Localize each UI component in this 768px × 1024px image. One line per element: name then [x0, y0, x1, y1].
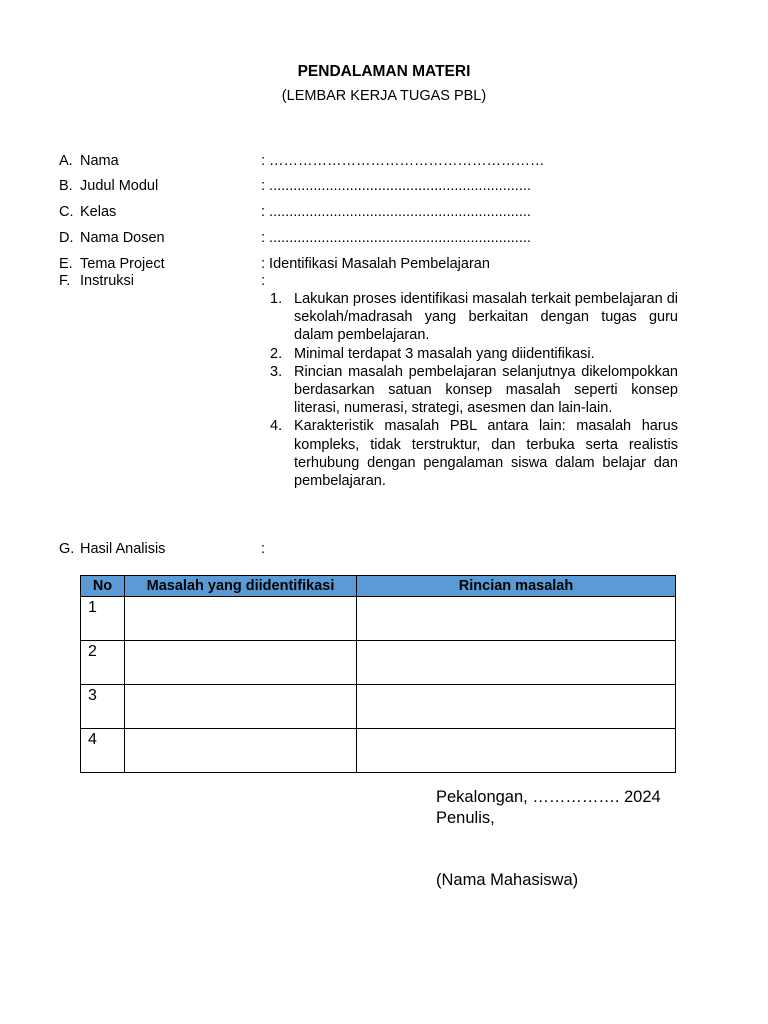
instruction-text: Karakteristik masalah PBL antara lain: masalah harus kompleks, tidak terstruktur, dan terbuka serta realistis terhubung dengan pengalaman siswa dalam belajar dan pembelajaran.: [294, 418, 678, 490]
field-letter: F.: [59, 273, 71, 289]
field-value: : .................................................................: [261, 178, 531, 194]
header-masalah: Masalah yang diidentifikasi: [125, 576, 357, 597]
signature-place-date: Pekalongan, ……………. 2024: [436, 788, 661, 806]
field-value: :: [261, 541, 266, 557]
analysis-table: [80, 575, 676, 773]
table-row: [81, 597, 676, 641]
field-letter: C.: [59, 204, 74, 220]
field-letter: D.: [59, 230, 74, 246]
instruction-item: [270, 363, 678, 418]
cell-masalah[interactable]: [125, 597, 357, 641]
instruction-item: [270, 290, 678, 345]
page-subtitle: (LEMBAR KERJA TUGAS PBL): [281, 88, 487, 104]
field-label: Tema Project: [80, 256, 165, 272]
signature-role: Penulis,: [436, 809, 495, 827]
field-letter: A.: [59, 153, 73, 169]
cell-masalah[interactable]: [125, 641, 357, 685]
signature-name: (Nama Mahasiswa): [436, 871, 579, 889]
field-value: :: [261, 273, 266, 289]
cell-no: 3: [81, 685, 125, 729]
instruction-number: 2.: [270, 345, 283, 362]
header-rincian: Rincian masalah: [357, 576, 676, 597]
instruction-number: 1.: [270, 291, 283, 307]
field-label: Hasil Analisis: [80, 541, 166, 557]
field-letter: E.: [59, 256, 73, 272]
cell-no: 1: [81, 597, 125, 641]
instruction-text: Minimal terdapat 3 masalah yang diidentifikasi.: [294, 345, 595, 362]
instruction-text: Rincian masalah pembelajaran selanjutnya dikelompokkan berdasarkan satuan konsep masalah seperti konsep literasi, numerasi, strategi, asesmen dan lain-lain.: [294, 363, 678, 417]
field-value: : .................................................................: [261, 204, 531, 220]
cell-rincian[interactable]: [357, 685, 676, 729]
cell-rincian[interactable]: [357, 641, 676, 685]
table-row: [81, 641, 676, 685]
table-row: [81, 685, 676, 729]
header-no: No: [81, 576, 125, 597]
cell-no: 4: [81, 729, 125, 773]
cell-masalah[interactable]: [125, 685, 357, 729]
table-row: [81, 729, 676, 773]
cell-rincian[interactable]: [357, 729, 676, 773]
field-label: Judul Modul: [80, 178, 159, 194]
table-header-row: [81, 576, 676, 597]
instruction-text: Lakukan proses identifikasi masalah terkait pembelajaran di sekolah/madrasah yang berkaitan dengan tugas guru dalam pembelajaran.: [294, 291, 678, 344]
field-letter: G.: [59, 541, 75, 557]
instruction-number: 4.: [270, 418, 283, 435]
field-label: Instruksi: [80, 273, 134, 289]
instruction-item: [270, 345, 678, 363]
field-letter: B.: [59, 178, 73, 194]
cell-masalah[interactable]: [125, 729, 357, 773]
cell-no: 2: [81, 641, 125, 685]
instruction-list: [270, 290, 678, 490]
instruction-number: 3.: [270, 363, 283, 380]
field-label: Kelas: [80, 204, 117, 220]
field-value: : .................................................................: [261, 230, 531, 246]
cell-rincian[interactable]: [357, 597, 676, 641]
field-label: Nama: [80, 153, 119, 169]
field-label: Nama Dosen: [80, 230, 165, 246]
page-title: PENDALAMAN MATERI: [297, 63, 471, 80]
instruction-item: [270, 417, 678, 490]
field-value: : …………………………………………………: [261, 153, 545, 169]
field-value: : Identifikasi Masalah Pembelajaran: [261, 256, 490, 272]
